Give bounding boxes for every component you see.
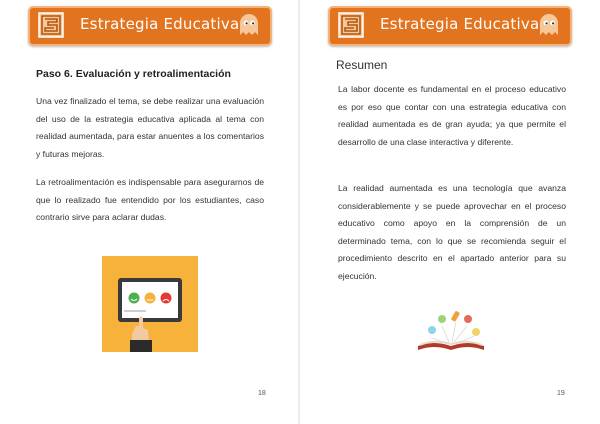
- open-book-illustration: [412, 302, 490, 354]
- right-page: [300, 0, 600, 424]
- header-banner: [328, 6, 572, 46]
- ghost-icon: [238, 13, 260, 37]
- section-heading: Paso 6. Evaluación y retroalimentación: [36, 68, 231, 80]
- tablet-feedback-illustration: [102, 256, 198, 352]
- paragraph: Una vez finalizado el tema, se debe realizar una evaluación del uso de la estrategia educativa aplicada al tema con realidad aumentada, para estar anuentes a los comentarios y futuras mejoras.: [36, 96, 264, 159]
- section-heading: Resumen: [336, 58, 388, 72]
- header-banner: [28, 6, 272, 46]
- page-number: 19: [557, 390, 565, 397]
- page-number: 18: [258, 390, 266, 397]
- banner-title: Estrategia Educativa: [80, 15, 240, 33]
- ghost-icon: [538, 13, 560, 37]
- maze-logo-icon: [338, 12, 364, 38]
- paragraph: La labor docente es fundamental en el proceso educativo es por eso que contar con una estrategia educativa con realidad aumentada es de gran ayuda; ya que permite el desarrollo de una clase interactiva y diferente.: [338, 84, 566, 147]
- paragraph: La retroalimentación es indispensable para asegurarnos de que lo realizado fue entendido por los estudiantes, caso contrario sirve para aclarar dudas.: [36, 177, 264, 222]
- banner-title: Estrategia Educativa: [380, 15, 540, 33]
- maze-logo-icon: [38, 12, 64, 38]
- paragraph: La realidad aumentada es una tecnología que avanza considerablemente y se puede aprovechar en el proceso educativo como apoyo en la comprensión de un determinado tema, con lo que se recomienda seguir el procedimiento descrito en el apartado anterior para su ejecución.: [338, 183, 566, 281]
